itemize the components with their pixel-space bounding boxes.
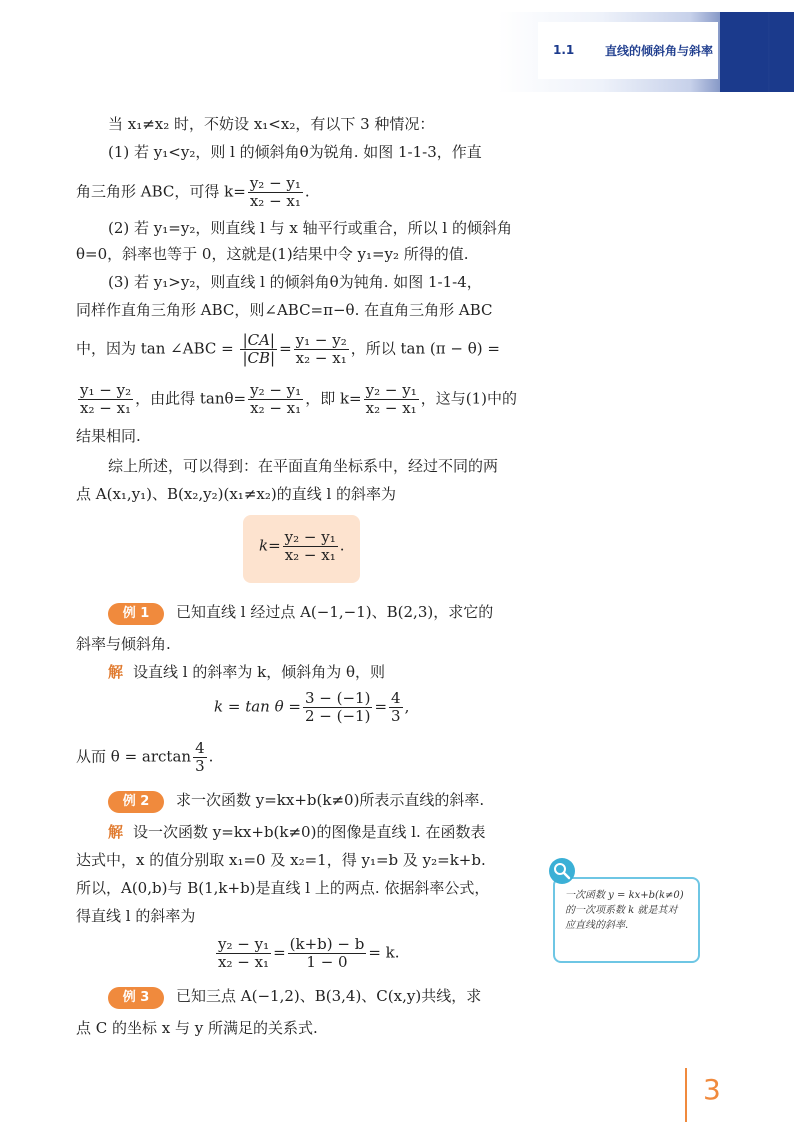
magnifier-icon	[549, 858, 575, 884]
case3-line2: 同样作直角三角形 ABC，则∠ABC=π−θ. 在直角三角形 ABC	[76, 301, 493, 319]
page-number: 3	[703, 1073, 721, 1106]
example1-solution: 解 设直线 l 的斜率为 k，倾斜角为 θ，则	[108, 663, 386, 681]
summary-line1: 综上所述，可以得到：在平面直角坐标系中，经过不同的两	[108, 457, 499, 475]
case3-line1: (3) 若 y₁>y₂，则直线 l 的倾斜角θ为钝角. 如图 1-1-4，	[108, 273, 482, 291]
example1-badge: 例 1	[108, 603, 164, 625]
example3-question-2: 点 C 的坐标 x 与 y 所满足的关系式.	[76, 1019, 318, 1037]
case2-line1: (2) 若 y₁=y₂，则直线 l 与 x 轴平行或重合，所以 l 的倾斜角	[108, 219, 512, 237]
case3-line4: $\frac{\text{y₁ − y₂}}{\text{x₂ − x₁}}$ ，由此得 tanθ= $\frac{\text{y₂ − y₁}}{\text{x₂ − x₁}}$ ，即 k= $\frac{\text{y₂ − y₁}}{\text{x₂ − x₁}}$ ，这与(1)中的	[80, 381, 517, 417]
example1-equation: k = tan θ = $\frac{3 - (-1)}{2 - (-1)}$ = $\frac{4}{3}$ ,	[214, 689, 410, 725]
example2-solution-3: 所以，A(0,b)与 B(1,k+b)是直线 l 上的两点. 依据斜率公式，	[76, 879, 490, 897]
case2-line2: θ=0，斜率也等于 0，这就是(1)结果中令 y₁=y₂ 所得的值.	[76, 245, 469, 263]
example1-question: 例 1 已知直线 l 经过点 A(−1,−1)、B(2,3)，求它的	[108, 602, 493, 625]
case1-line2: 角三角形 ABC，可得 k= $\frac{\text{y₂ − y₁}}{\text{x₂ − x₁}}$ .	[76, 174, 310, 210]
fraction-ca-cb: $\frac{|CA|}{|CB|}$	[242, 331, 276, 367]
fraction-y1-y2-a: $\frac{\text{y₁ − y₂}}{\text{x₂ − x₁}}$	[295, 331, 347, 367]
summary-line2: 点 A(x₁,y₁)、B(x₂,y₂)(x₁≠x₂)的直线 l 的斜率为	[76, 485, 397, 503]
fraction-y1-y2-b: $\frac{\text{y₁ − y₂}}{\text{x₂ − x₁}}$	[80, 381, 132, 417]
case3-line5: 结果相同.	[76, 427, 141, 445]
arctan-fraction: $\frac{4}{3}$	[195, 739, 205, 775]
para-intro: 当 x₁≠x₂ 时，不妨设 x₁<x₂，有以下 3 种情况：	[108, 115, 435, 133]
example2-equation: $\frac{\text{y₂ − y₁}}{\text{x₂ − x₁}}$ = $\frac{(k+b) - b}{1 - 0}$ = k.	[218, 935, 400, 971]
fraction-tan: $\frac{\text{y₂ − y₁}}{\text{x₂ − x₁}}$	[250, 381, 302, 417]
sidebar-note-text: 一次函数 y = kx+b(k≠0)的一次项系数 k 就是其对应直线的斜率.	[565, 890, 684, 931]
section-number: 1.1	[553, 43, 575, 57]
example2-solution-4: 得直线 l 的斜率为	[76, 907, 196, 925]
solution-label: 解	[108, 663, 124, 681]
example3-badge: 例 3	[108, 987, 164, 1009]
fraction-k-case1: $\frac{\text{y₂ − y₁}}{\text{x₂ − x₁}}$	[249, 174, 301, 210]
header-edge	[720, 12, 768, 92]
example3-question: 例 3 已知三点 A(−1,2)、B(3,4)、C(x,y)共线，求	[108, 986, 481, 1009]
example2-solution-1: 解 设一次函数 y=kx+b(k≠0)的图像是直线 l. 在函数表	[108, 823, 486, 841]
example1-result: 从而 θ = arctan $\frac{4}{3}$ .	[76, 739, 214, 775]
example1-fraction: $\frac{3 - (-1)}{2 - (-1)}$	[304, 689, 371, 725]
slope-formula-box: k= $\frac{\text{y₂ − y₁}}{\text{x₂ − x₁}}$ .	[243, 515, 360, 583]
slope-formula-fraction: $\frac{\text{y₂ − y₁}}{\text{x₂ − x₁}}$	[284, 528, 336, 564]
case1-text: 角三角形 ABC，可得 k=	[76, 182, 246, 201]
fraction-k: $\frac{\text{y₂ − y₁}}{\text{x₂ − x₁}}$	[365, 381, 417, 417]
example2-fraction-a: $\frac{\text{y₂ − y₁}}{\text{x₂ − x₁}}$	[218, 935, 270, 971]
example2-badge: 例 2	[108, 791, 164, 813]
example2-solution-2: 达式中，x 的值分别取 x₁=0 及 x₂=1，得 y₁=b 及 y₂=k+b.	[76, 851, 486, 869]
example2-fraction-b: $\frac{(k+b) - b}{1 - 0}$	[289, 935, 365, 971]
example2-question: 例 2 求一次函数 y=kx+b(k≠0)所表示直线的斜率.	[108, 790, 484, 813]
solution-label: 解	[108, 823, 124, 841]
page-number-rule	[685, 1068, 687, 1122]
fraction-four-thirds: $\frac{4}{3}$	[391, 689, 401, 725]
example1-question-2: 斜率与倾斜角.	[76, 635, 171, 653]
case1-line1: (1) 若 y₁<y₂，则 l 的倾斜角θ为锐角. 如图 1-1-3，作直	[108, 143, 482, 161]
section-title: 直线的倾斜角与斜率	[605, 44, 714, 58]
case3-line3: 中，因为 tan ∠ABC = $\frac{|CA|}{|CB|}$ = $\frac{\text{y₁ − y₂}}{\text{x₂ − x₁}}$ ，所以 tan (π − θ) =	[76, 331, 500, 367]
